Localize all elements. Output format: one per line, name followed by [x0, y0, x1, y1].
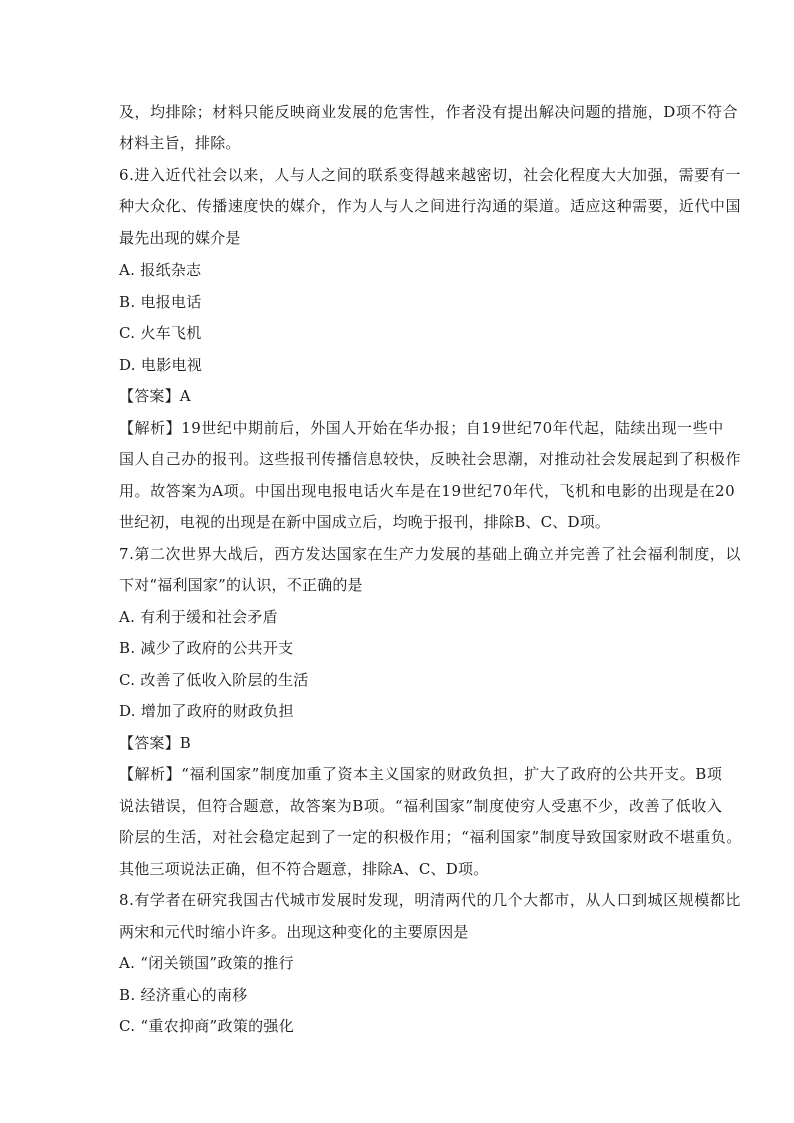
question-7-option-d: D. 增加了政府的财政负担: [119, 702, 294, 720]
question-6-stem: 种大众化、传播速度快的媒介，作为人与人之间进行沟通的渠道。适应这种需要，近代中国: [119, 197, 742, 215]
question-8-option-c: C. “重农抑商”政策的强化: [119, 1017, 295, 1035]
question-6-stem: 最先出现的媒介是: [119, 229, 241, 247]
question-6-option-b: B. 电报电话: [119, 293, 202, 311]
question-6-analysis: 国人自己办的报刊。这些报刊传播信息较快，反映社会思潮，对推动社会发展起到了积极作: [119, 450, 742, 468]
question-6-analysis: 世纪初，电视的出现是在新中国成立后，均晚于报刊，排除B、C、D项。: [119, 513, 611, 531]
question-7-stem: 下对“福利国家”的认识，不正确的是: [119, 576, 363, 594]
question-7-option-b: B. 减少了政府的公共开支: [119, 639, 294, 657]
text-line: 材料主旨，排除。: [119, 134, 241, 152]
question-7-answer: 【答案】B: [119, 734, 192, 752]
question-8-option-b: B. 经济重心的南移: [119, 986, 248, 1004]
question-7-analysis: 【解析】“福利国家”制度加重了资本主义国家的财政负担，扩大了政府的公共开支。B项: [119, 765, 723, 783]
question-6-option-c: C. 火车飞机: [119, 324, 202, 342]
question-7-analysis: 其他三项说法正确，但不符合题意，排除A、C、D项。: [119, 860, 489, 878]
question-6-answer: 【答案】A: [119, 387, 191, 405]
question-6-analysis: 用。故答案为A项。中国出现电报电话火车是在19世纪70年代，飞机和电影的出现是在20: [119, 482, 736, 500]
question-6-stem: 6.进入近代社会以来，人与人之间的联系变得越来越密切，社会化程度大大加强，需要有一: [119, 166, 741, 184]
question-7-analysis: 阶层的生活，对社会稳定起到了一定的积极作用；“福利国家”制度导致国家财政不堪重负。: [119, 828, 742, 846]
question-7-option-c: C. 改善了低收入阶层的生活: [119, 671, 309, 689]
question-7-option-a: A. 有利于缓和社会矛盾: [119, 608, 278, 626]
question-6-analysis: 【解析】19世纪中期前后，外国人开始在华办报；自19世纪70年代起，陆续出现一些中: [119, 419, 724, 437]
question-8-option-a: A. “闭关锁国”政策的推行: [119, 954, 294, 972]
question-7-analysis: 说法错误，但符合题意，故答案为B项。“福利国家”制度使穷人受惠不少，改善了低收入: [119, 797, 723, 815]
question-6-option-a: A. 报纸杂志: [119, 261, 202, 279]
question-6-option-d: D. 电影电视: [119, 356, 203, 374]
question-7-stem: 7.第二次世界大战后，西方发达国家在生产力发展的基础上确立并完善了社会福利制度，以: [119, 545, 741, 563]
question-8-stem: 8.有学者在研究我国古代城市发展时发现，明清两代的几个大都市，从人口到城区规模都比: [119, 891, 741, 909]
question-8-stem: 两宋和元代时缩小许多。出现这种变化的主要原因是: [119, 923, 469, 941]
text-line: 及，均排除；材料只能反映商业发展的危害性，作者没有提出解决问题的措施，D项不符合: [119, 103, 739, 121]
